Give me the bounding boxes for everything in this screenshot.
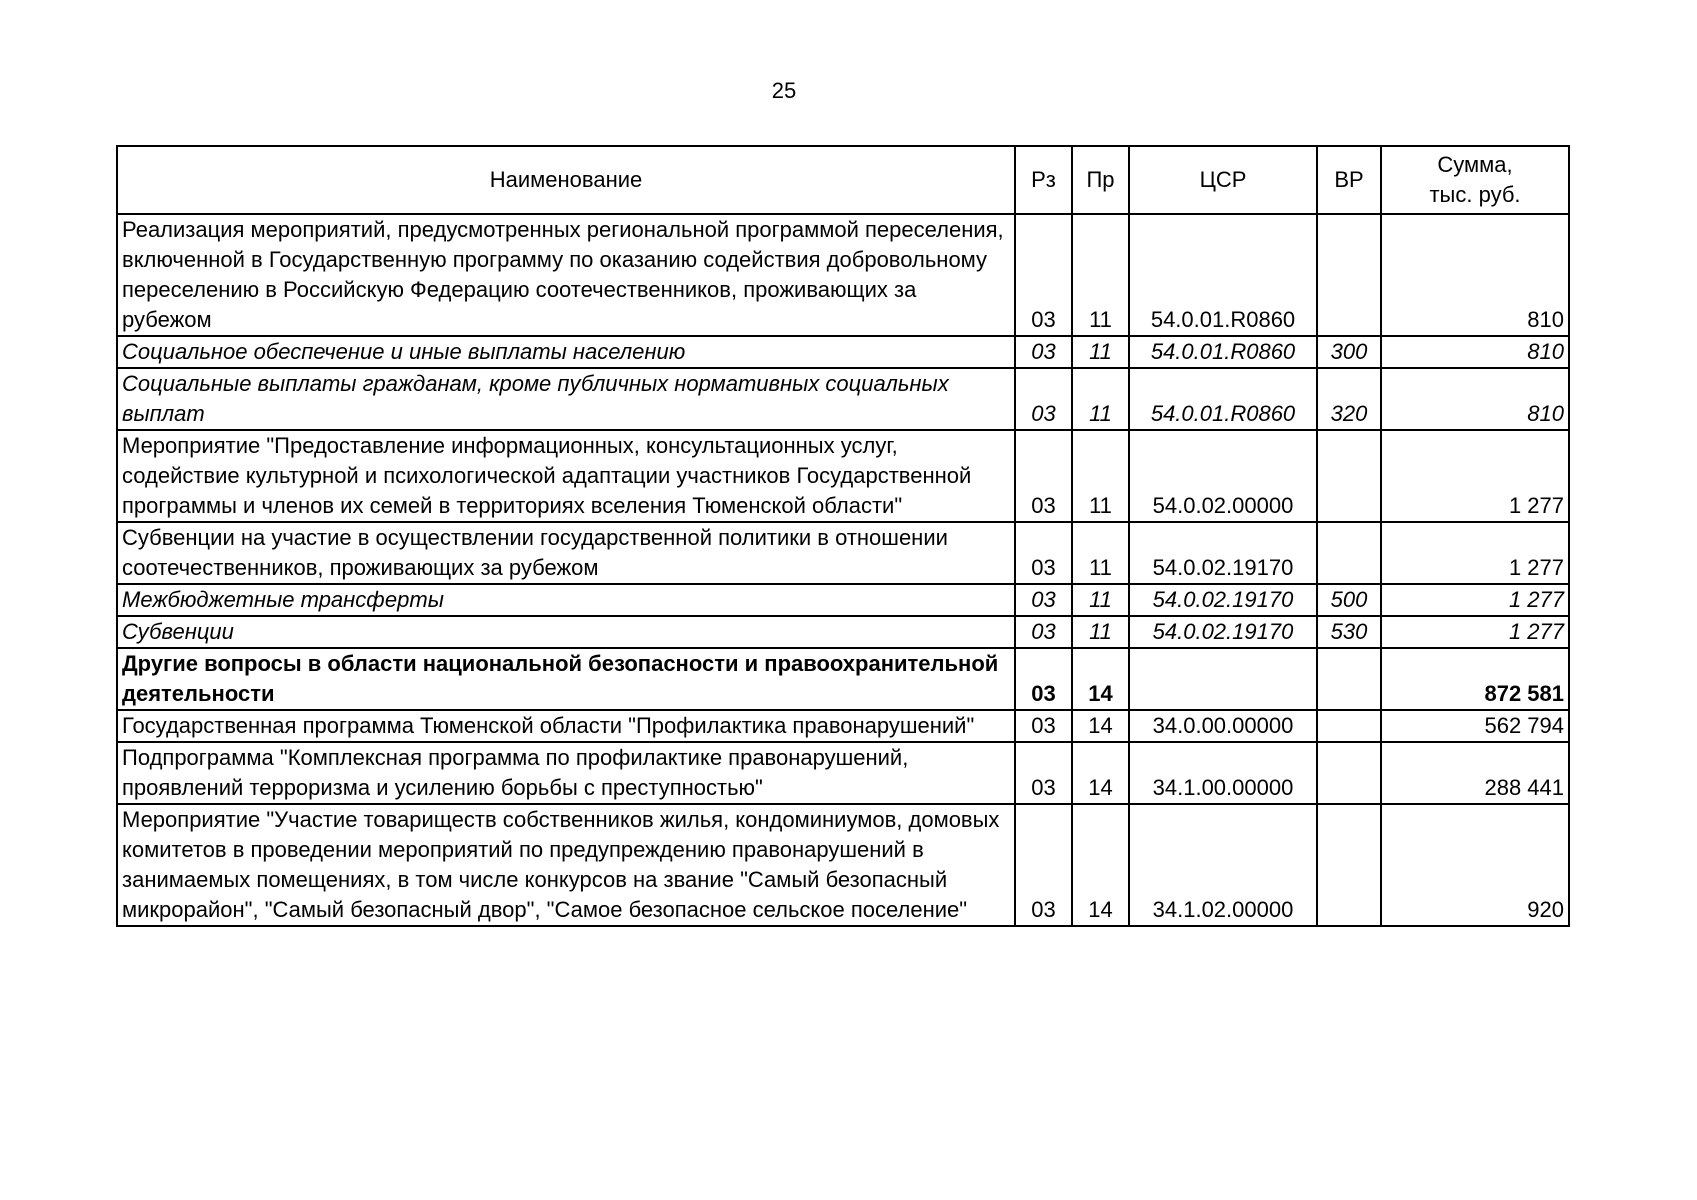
header-rz: Рз	[1015, 146, 1072, 214]
header-vr: ВР	[1317, 146, 1381, 214]
cell-name: Другие вопросы в области национальной безопасности и правоохранительной деятельности	[117, 648, 1015, 710]
cell-vr	[1317, 804, 1381, 926]
cell-pr: 14	[1072, 648, 1129, 710]
table-row	[117, 522, 1569, 584]
cell-sum: 920	[1381, 804, 1569, 926]
table-row	[117, 710, 1569, 742]
cell-sum: 288 441	[1381, 742, 1569, 804]
cell-vr	[1317, 742, 1381, 804]
header-sum	[1381, 146, 1569, 214]
cell-csr: 54.0.01.R0860	[1129, 214, 1317, 336]
header-sum-line2: тыс. руб.	[1429, 182, 1521, 207]
cell-csr: 54.0.02.19170	[1129, 616, 1317, 648]
cell-pr: 11	[1072, 214, 1129, 336]
table-row	[117, 584, 1569, 616]
cell-name: Субвенции	[117, 616, 1015, 648]
cell-rz: 03	[1015, 522, 1072, 584]
cell-name: Государственная программа Тюменской области "Профилактика правонарушений"	[117, 710, 1015, 742]
cell-csr: 54.0.02.19170	[1129, 584, 1317, 616]
cell-vr	[1317, 522, 1381, 584]
cell-csr: 34.1.00.00000	[1129, 742, 1317, 804]
cell-rz: 03	[1015, 804, 1072, 926]
table-body	[117, 214, 1569, 926]
cell-name: Реализация мероприятий, предусмотренных региональной программой переселения, включенной в Государственную программу по оказанию содействия добровольному переселению в Российскую Федерацию соотечественников, проживающих за рубежом	[117, 214, 1015, 336]
header-sum-line1: Сумма,	[1437, 152, 1513, 177]
table-row	[117, 368, 1569, 430]
cell-pr: 11	[1072, 616, 1129, 648]
cell-name: Межбюджетные трансферты	[117, 584, 1015, 616]
cell-sum: 1 277	[1381, 430, 1569, 522]
cell-vr: 300	[1317, 336, 1381, 368]
table-row	[117, 804, 1569, 926]
header-csr: ЦСР	[1129, 146, 1317, 214]
cell-rz: 03	[1015, 336, 1072, 368]
cell-rz: 03	[1015, 584, 1072, 616]
cell-rz: 03	[1015, 616, 1072, 648]
cell-sum: 562 794	[1381, 710, 1569, 742]
cell-pr: 11	[1072, 368, 1129, 430]
cell-name: Мероприятие "Участие товариществ собственников жилья, кондоминиумов, домовых комитетов в проведении мероприятий по предупреждению правонарушений в занимаемых помещениях, в том числе конкурсов на звание "Самый безопасный микрорайон", "Самый безопасный двор", "Самое безопасное сельское поселение"	[117, 804, 1015, 926]
cell-rz: 03	[1015, 648, 1072, 710]
table-row	[117, 430, 1569, 522]
table-row	[117, 616, 1569, 648]
cell-rz: 03	[1015, 430, 1072, 522]
cell-vr: 320	[1317, 368, 1381, 430]
cell-pr: 11	[1072, 430, 1129, 522]
cell-vr	[1317, 710, 1381, 742]
cell-vr: 530	[1317, 616, 1381, 648]
cell-csr: 54.0.02.19170	[1129, 522, 1317, 584]
cell-name: Социальные выплаты гражданам, кроме публичных нормативных социальных выплат	[117, 368, 1015, 430]
cell-sum: 810	[1381, 214, 1569, 336]
cell-vr: 500	[1317, 584, 1381, 616]
cell-rz: 03	[1015, 710, 1072, 742]
cell-name: Субвенции на участие в осуществлении государственной политики в отношении соотечественников, проживающих за рубежом	[117, 522, 1015, 584]
cell-csr: 54.0.01.R0860	[1129, 336, 1317, 368]
cell-rz: 03	[1015, 742, 1072, 804]
cell-sum: 810	[1381, 336, 1569, 368]
header-pr: Пр	[1072, 146, 1129, 214]
cell-pr: 14	[1072, 710, 1129, 742]
cell-vr	[1317, 214, 1381, 336]
cell-pr: 14	[1072, 742, 1129, 804]
cell-rz: 03	[1015, 214, 1072, 336]
cell-name: Подпрограмма "Комплексная программа по профилактике правонарушений, проявлений терроризма и усилению борьбы с преступностью"	[117, 742, 1015, 804]
cell-csr: 54.0.02.00000	[1129, 430, 1317, 522]
cell-csr: 34.0.00.00000	[1129, 710, 1317, 742]
table-row	[117, 648, 1569, 710]
cell-sum: 810	[1381, 368, 1569, 430]
cell-sum: 872 581	[1381, 648, 1569, 710]
table-row	[117, 214, 1569, 336]
cell-sum: 1 277	[1381, 584, 1569, 616]
cell-pr: 11	[1072, 584, 1129, 616]
cell-name: Социальное обеспечение и иные выплаты населению	[117, 336, 1015, 368]
cell-csr	[1129, 648, 1317, 710]
cell-csr: 34.1.02.00000	[1129, 804, 1317, 926]
header-name: Наименование	[117, 146, 1015, 214]
cell-csr: 54.0.01.R0860	[1129, 368, 1317, 430]
cell-sum: 1 277	[1381, 616, 1569, 648]
table-row	[117, 742, 1569, 804]
budget-table	[116, 145, 1570, 927]
cell-pr: 14	[1072, 804, 1129, 926]
page-number: 25	[771, 78, 797, 103]
table-row	[117, 336, 1569, 368]
cell-vr	[1317, 648, 1381, 710]
cell-name: Мероприятие "Предоставление информационных, консультационных услуг, содействие культурной и психологической адаптации участников Государственной программы и членов их семей в территориях вселения Тюменской области"	[117, 430, 1015, 522]
table-header-row	[117, 146, 1569, 214]
cell-pr: 11	[1072, 336, 1129, 368]
cell-rz: 03	[1015, 368, 1072, 430]
cell-pr: 11	[1072, 522, 1129, 584]
cell-vr	[1317, 430, 1381, 522]
cell-sum: 1 277	[1381, 522, 1569, 584]
